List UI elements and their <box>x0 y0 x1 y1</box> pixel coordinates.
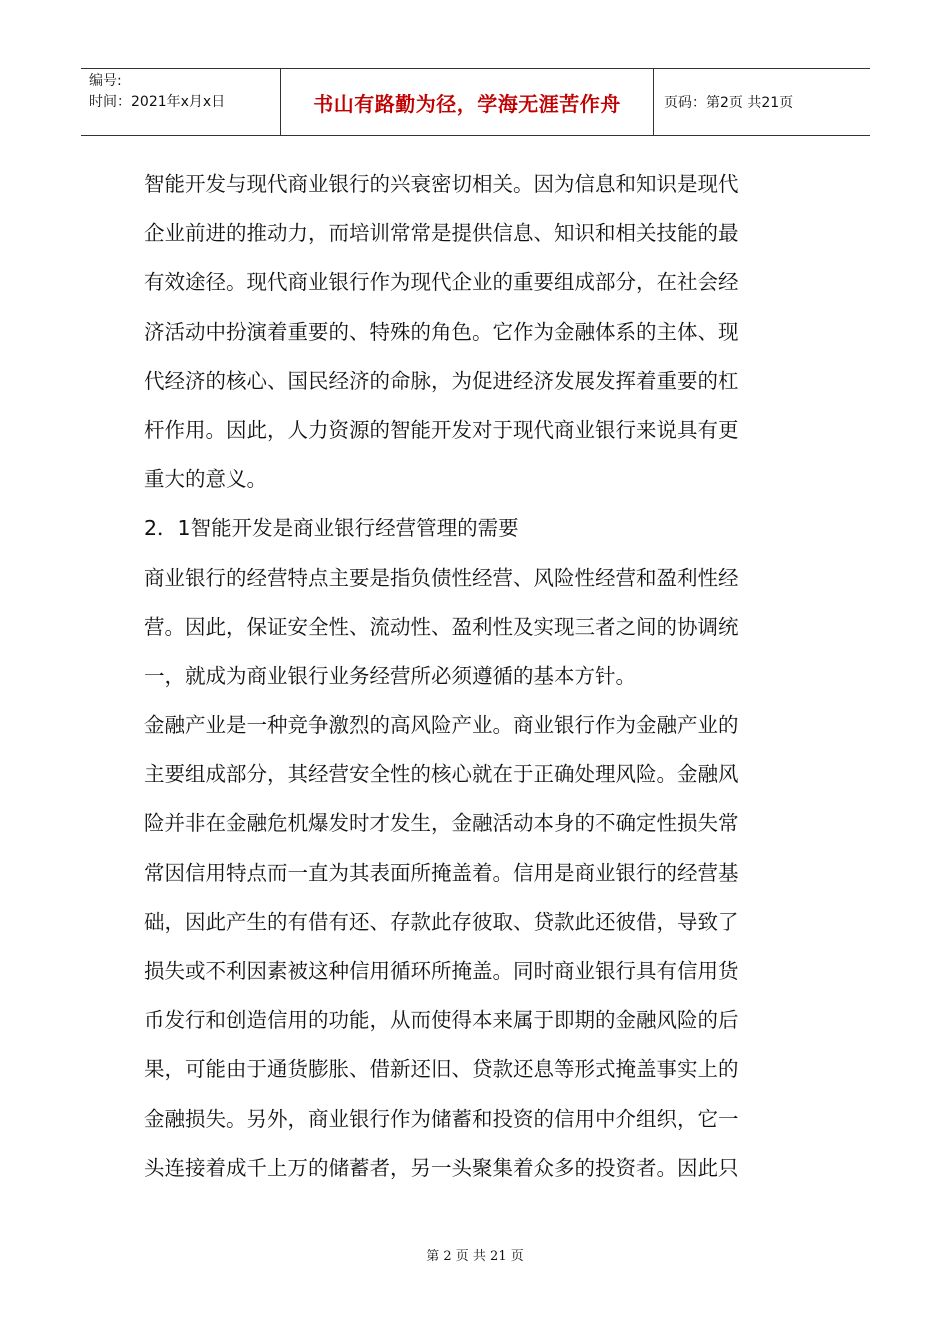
motto: 书山有路勤为径，学海无涯苦作舟 <box>313 91 621 116</box>
body-text <box>144 160 814 1193</box>
text-line: 商业银行的经营特点主要是指负债性经营、风险性经营和盈利性经 <box>144 565 739 590</box>
text-line: 损失或不利因素被这种信用循环所掩盖。同时商业银行具有信用货 <box>144 959 739 983</box>
text-line: 济活动中扮演着重要的、特殊的角色。它作为金融体系的主体、现 <box>144 319 739 344</box>
text-line: 重大的意义。 <box>144 467 267 492</box>
header-page-info <box>654 69 870 135</box>
text-line: 常因信用特点而一直为其表面所掩盖着。信用是商业银行的经营基 <box>144 860 739 885</box>
text-line: 营。因此，保证安全性、流动性、盈利性及实现三者之间的协调统 <box>144 614 739 639</box>
text-line: 头连接着成千上万的储蓄者，另一头聚集着众多的投资者。因此只 <box>144 1155 739 1180</box>
number-label: 编号: <box>89 73 122 89</box>
text-line: 有效途径。现代商业银行作为现代企业的重要组成部分，在社会经 <box>144 270 739 295</box>
text-line: 金融损失。另外，商业银行作为储蓄和投资的信用中介组织，它一 <box>144 1106 739 1131</box>
header-motto-cell <box>281 69 654 135</box>
text-line: 金融产业是一种竞争激烈的高风险产业。商业银行作为金融产业的 <box>144 713 739 738</box>
text-line: 一，就成为商业银行业务经营所必须遵循的基本方针。 <box>144 663 636 688</box>
page-info: 页码：第2页 共21页 <box>664 95 794 111</box>
header-meta <box>81 69 281 135</box>
text-line: 智能开发与现代商业银行的兴衰密切相关。因为信息和知识是现代 <box>144 172 739 196</box>
text-line: 险并非在金融危机爆发时才发生，金融活动本身的不确定性损失常 <box>144 811 739 836</box>
page-footer <box>0 1245 950 1264</box>
footer-page-number: 第 2 页 共 21 页 <box>426 1249 524 1264</box>
text-line: 础，因此产生的有借有还、存款此存彼取、贷款此还彼借，导致了 <box>144 909 739 934</box>
page-header <box>81 68 870 136</box>
text-line: 果，可能由于通货膨胀、借新还旧、贷款还息等形式掩盖事实上的 <box>144 1057 739 1082</box>
text-line: 企业前进的推动力，而培训常常是提供信息、知识和相关技能的最 <box>144 221 739 246</box>
text-line: 主要组成部分，其经营安全性的核心就在于正确处理风险。金融风 <box>144 762 739 787</box>
text-line: 杆作用。因此，人力资源的智能开发对于现代商业银行来说具有更 <box>144 417 739 442</box>
text-line: 币发行和创造信用的功能，从而使得本来属于即期的金融风险的后 <box>144 1008 739 1033</box>
section-heading: 2．1智能开发是商业银行经营管理的需要 <box>144 516 519 541</box>
time-label: 时间：2021年x月x日 <box>89 94 226 110</box>
text-line: 代经济的核心、国民经济的命脉，为促进经济发展发挥着重要的杠 <box>144 368 739 393</box>
